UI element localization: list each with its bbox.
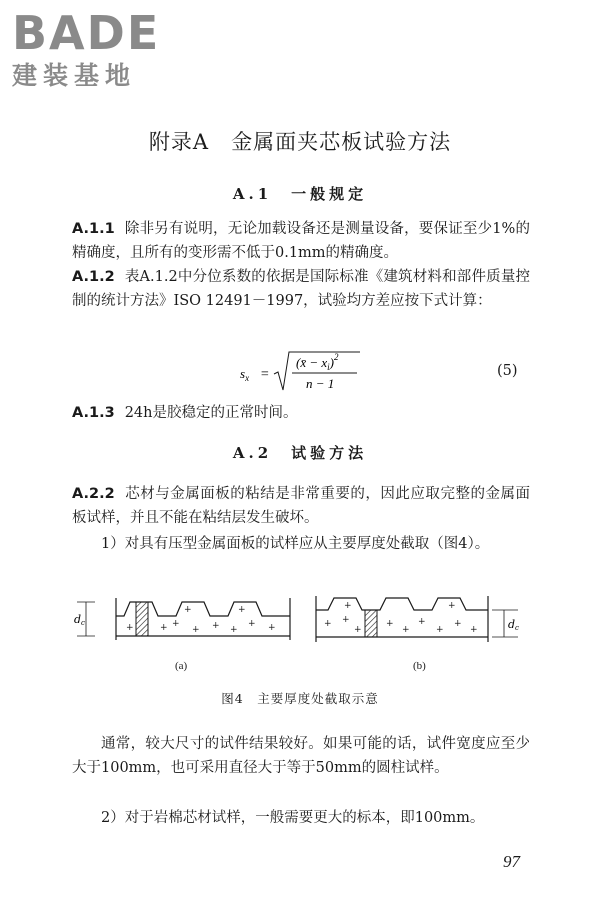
figure-label-b: (b) [413, 660, 426, 672]
figure-4 [72, 586, 528, 656]
section-heading-a1: A.1 一般规定 [232, 185, 368, 203]
section-heading-a2: A.2 试验方法 [232, 444, 368, 462]
svg-text:+: + [238, 605, 246, 615]
paragraph-a1-3 [72, 401, 530, 425]
formula-denominator: n − 1 [306, 376, 335, 391]
paragraph-note: 通常，较大尺寸的试件结果较好。如果可能的话，试件宽度应至少大于100mm，也可采用直径大于等于50mm的圆柱试样。 [72, 736, 530, 776]
svg-text:+: + [212, 621, 220, 631]
formula-numerator: (x̄ − $x_i)^2$ [296, 352, 339, 372]
figure-label-a: (a) [175, 660, 188, 672]
clause-number: A.1.2 [72, 269, 115, 285]
figure-caption: 图4 主要厚度处截取示意 [221, 691, 379, 706]
formula [240, 350, 380, 394]
core-marks [324, 601, 478, 635]
clause-number: A.2.2 [72, 486, 115, 502]
specimen-cut [136, 602, 148, 636]
page-number: 97 [503, 852, 520, 871]
clause-text: 表A.1.2中分位系数的依据是国际标准《建筑材料和部件质量控制的统计方法》ISO 12491－1997，试验均方差应按下式计算： [72, 269, 530, 309]
svg-text:+: + [448, 601, 456, 611]
svg-text:+: + [126, 623, 134, 633]
svg-text:+: + [268, 623, 276, 633]
svg-text:+: + [454, 619, 462, 629]
svg-text:+: + [324, 619, 332, 629]
svg-text:+: + [418, 617, 426, 627]
svg-text:+: + [344, 601, 352, 611]
svg-text:+: + [248, 619, 256, 629]
paragraph-a1-2 [72, 265, 530, 313]
paragraph-a2-2 [72, 482, 530, 530]
dimension-label: dc [508, 618, 519, 632]
clause-number: A.1.3 [72, 405, 115, 421]
svg-text:+: + [184, 605, 192, 615]
logo-subtitle: 建装基地 [12, 61, 137, 90]
logo [12, 8, 160, 92]
svg-text:+: + [192, 625, 200, 635]
clause-number: A.1.1 [72, 221, 115, 237]
formula-graphic [240, 350, 380, 394]
page-title: 附录A 金属面夹芯板试验方法 [148, 130, 452, 154]
specimen-cut [365, 610, 377, 637]
svg-text:+: + [470, 625, 478, 635]
list-item-2: 2）对于岩棉芯材试样，一般需要更大的标本，即100mm。 [101, 810, 485, 826]
logo-brand: BADE [12, 6, 161, 60]
figure-panel-b [316, 596, 519, 642]
svg-text:+: + [402, 625, 410, 635]
svg-text:+: + [230, 625, 238, 635]
dimension-label: dc [74, 613, 85, 627]
clause-text: 芯材与金属面板的粘结是非常重要的，因此应取完整的金属面板试样，并且不能在粘结层发生破坏。 [72, 486, 530, 526]
svg-text:+: + [354, 625, 362, 635]
svg-text:+: + [386, 619, 394, 629]
clause-text: 24h是胶稳定的正常时间。 [124, 405, 298, 421]
profiled-face [316, 598, 488, 610]
svg-text:+: + [342, 615, 350, 625]
formula-equals: = [260, 367, 270, 382]
figure-panel-a [74, 598, 290, 640]
clause-text: 除非另有说明，无论加载设备还是测量设备，要保证至少1%的精确度，且所有的变形需不低于0.1mm的精确度。 [72, 221, 530, 261]
svg-text:+: + [436, 625, 444, 635]
formula-lhs: $s_x$ [240, 366, 250, 383]
equation-number: (5) [497, 363, 518, 379]
svg-text:+: + [172, 619, 180, 629]
list-item-1: 1）对具有压型金属面板的试样应从主要厚度处截取（图4）。 [101, 536, 490, 552]
svg-text:+: + [160, 623, 168, 633]
paragraph-a1-1 [72, 217, 530, 265]
